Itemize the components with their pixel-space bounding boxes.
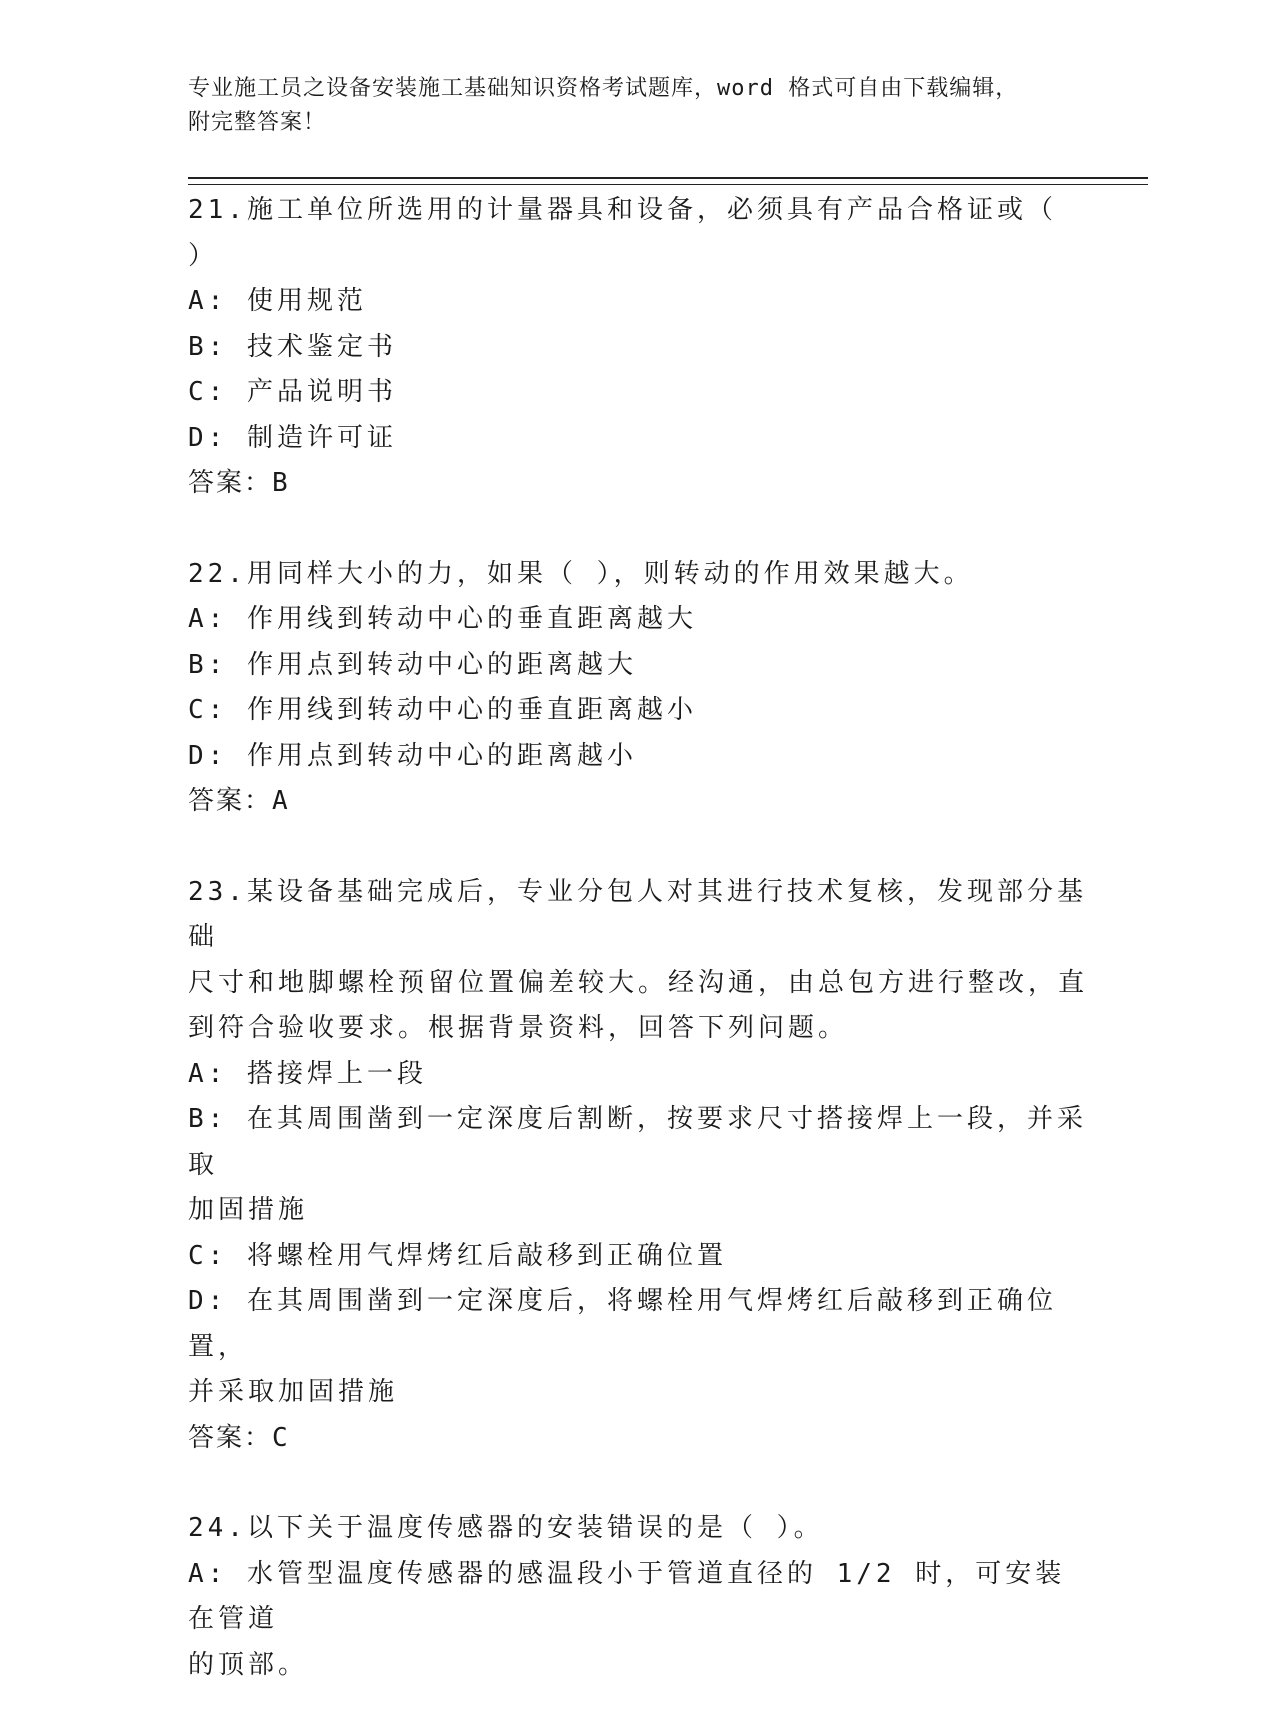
option-a-line-2: 的顶部。 — [188, 1649, 309, 1680]
option-b-line-2: 加固措施 — [188, 1195, 309, 1225]
option-a: A: 使用规范 — [188, 286, 367, 316]
question-stem-line-1: 23.某设备基础完成后，专业分包人对其进行技术复核，发现部分基础 — [188, 876, 1087, 952]
header-divider-thin — [188, 184, 1148, 185]
option-d: D: 制造许可证 — [188, 422, 397, 453]
question-stem-line-3: 到符合验收要求。根据背景资料，回答下列问题。 — [188, 1013, 849, 1043]
option-d-line-2: 并采取加固措施 — [188, 1377, 399, 1407]
question-stem: 24.以下关于温度传感器的安装错误的是（ ）。 — [188, 1513, 824, 1543]
option-a-line-1: A: 水管型温度传感器的感温段小于管道直径的 1/2 时，可安装在管道 — [188, 1558, 1066, 1634]
option-d-line-1: D: 在其周围凿到一定深度后，将螺栓用气焊烤红后敲移到正确位置， — [188, 1286, 1057, 1362]
question-23 — [188, 870, 1088, 1462]
answer: 答案：A — [188, 786, 290, 816]
option-b: B: 技术鉴定书 — [188, 331, 397, 362]
option-d: D: 作用点到转动中心的距离越小 — [188, 740, 637, 771]
option-c: C: 作用线到转动中心的垂直距离越小 — [188, 695, 697, 725]
question-stem: 21.施工单位所选用的计量器具和设备，必须具有产品合格证或（ ） — [188, 195, 1057, 271]
header-line-2: 附完整答案！ — [188, 110, 327, 135]
answer: 答案：B — [188, 468, 290, 498]
option-b-line-1: B: 在其周围凿到一定深度后割断，按要求尺寸搭接焊上一段，并采取 — [188, 1104, 1087, 1180]
header-divider-thick — [188, 177, 1148, 179]
answer: 答案：C — [188, 1422, 290, 1453]
question-stem: 22.用同样大小的力，如果（ ），则转动的作用效果越大。 — [188, 558, 974, 589]
question-list — [188, 188, 1088, 1733]
option-b: B: 作用点到转动中心的距离越大 — [188, 649, 637, 680]
question-22 — [188, 552, 1088, 825]
option-a: A: 作用线到转动中心的垂直距离越大 — [188, 604, 697, 634]
option-c: C: 将螺栓用气焊烤红后敲移到正确位置 — [188, 1240, 727, 1271]
question-21 — [188, 188, 1088, 507]
header-line-1: 专业施工员之设备安装施工基础知识资格考试题库，word 格式可自由下载编辑， — [188, 76, 1019, 101]
document-header — [188, 72, 1068, 140]
question-stem-line-2: 尺寸和地脚螺栓预留位置偏差较大。经沟通，由总包方进行整改，直 — [188, 967, 1089, 998]
question-24 — [188, 1506, 1088, 1688]
option-a: A: 搭接焊上一段 — [188, 1058, 427, 1089]
option-c: C: 产品说明书 — [188, 377, 397, 407]
